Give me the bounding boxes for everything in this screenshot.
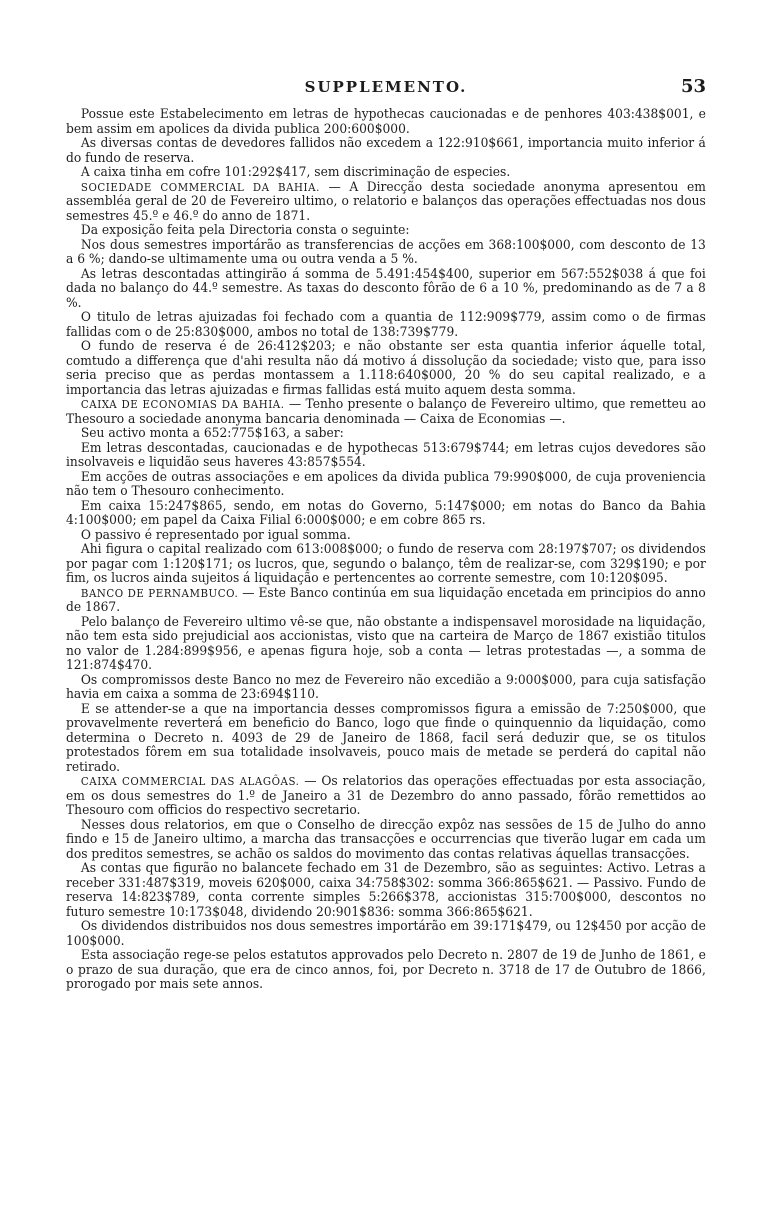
paragraph [66, 268, 706, 312]
paragraph [66, 442, 706, 471]
paragraph [66, 340, 706, 398]
paragraph-text: Os dividendos distribuidos nos dous semestres importárão em 39:171$479, ou 12$450 por acção de 100$000. [66, 919, 706, 949]
paragraph [66, 775, 706, 819]
paragraph [66, 587, 706, 616]
paragraph-text: O titulo de letras ajuizadas foi fechado com a quantia de 112:909$779, assim como o de firmas fallidas com o de 25:830$000, ambos no total de 138:739$779. [66, 310, 706, 340]
page-header [66, 74, 706, 108]
paragraph [66, 224, 706, 239]
paragraph [66, 500, 706, 529]
paragraph [66, 181, 706, 225]
section-heading: CAIXA COMMERCIAL DAS ALAGÔAS. [80, 775, 300, 788]
paragraph-text: Seu activo monta a 652:775$163, a saber: [80, 426, 344, 441]
paragraph-text: A caixa tinha em cofre 101:292$417, sem discriminação de especies. [80, 165, 511, 180]
paragraph [66, 529, 706, 544]
paragraph [66, 949, 706, 993]
paragraph-text: As contas que figurão no balancete fechado em 31 de Dezembro, são as seguintes: Activo. Letras a receber 331:487$319, moveis 620$000, caixa 34:758$302: somma 366:865$621. — Passivo. Fundo de reserva 14:823$789, conta corrente simples 5:266$378, accionistas 315:700$000, descontos no futuro semestre 10:173$048, dividendo 20:901$836: somma 366:865$621. [66, 861, 706, 920]
paragraph [66, 616, 706, 674]
section-heading: CAIXA DE ECONOMIAS DA BAHIA. [80, 398, 285, 411]
paragraph-text: — A Direcção desta sociedade anonyma apresentou em assembléa geral de 20 de Fevereiro ultimo, o relatorio e balanços das operações effectuadas nos dous semestres 45.º e 46.º do anno de 1871. [66, 179, 706, 224]
paragraph-text: Possue este Estabelecimento em letras de hypothecas caucionadas e de penhores 403:438$001, e bem assim em apolices da divida publica 200:600$000. [66, 107, 706, 137]
body-text [66, 108, 706, 993]
paragraph [66, 471, 706, 500]
paragraph-text: Em acções de outras associações e em apolices da divida publica 79:990$000, de cuja proveniencia não tem o Thesouro conhecimento. [66, 469, 706, 499]
paragraph [66, 108, 706, 137]
running-title: SUPPLEMENTO. [304, 78, 468, 96]
paragraph-text: Os compromissos deste Banco no mez de Fevereiro não excedião a 9:000$000, para cuja satisfação havia em caixa a somma de 23:694$110. [66, 672, 706, 702]
paragraph [66, 674, 706, 703]
paragraph [66, 862, 706, 920]
section-heading: BANCO DE PERNAMBUCO. [80, 586, 239, 600]
paragraph [66, 920, 706, 949]
paragraph-text: — Tenho presente o balanço de Fevereiro ultimo, que remetteu ao Thesouro a sociedade anonyma bancaria denominada — Caixa de Economias —. [66, 397, 706, 427]
paragraph-text: Em letras descontadas, caucionadas e de hypothecas 513:679$744; em letras cujos devedores são insolvaveis e liquidão seus haveres 43:857$554. [66, 440, 706, 470]
paragraph-text: — Este Banco continúa em sua liquidação encetada em principios do anno de 1867. [66, 585, 706, 615]
paragraph-text: As diversas contas de devedores fallidos não excedem a 122:910$661, importancia muito inferior á do fundo de reserva. [66, 136, 706, 166]
paragraph-text: O passivo é representado por igual somma. [80, 527, 351, 543]
paragraph-text: Da exposição feita pela Directoria consta o seguinte: [80, 223, 410, 238]
paragraph-text: E se attender-se a que na importancia desses compromissos figura a emissão de 7:250$000, que provavelmente reverterá em beneficio do Banco, logo que finde o quinquennio da liquidação, como determina o Decreto n. 4093 de 29 de Janeiro de 1868, facil será deduzir que, se os titulos protestados fôrem em sua totalidade insolvaveis, pouco mais de metade se perderá do capital não retirado. [66, 701, 706, 775]
paragraph [66, 819, 706, 863]
paragraph [66, 166, 706, 181]
paragraph-text: — Os relatorios das operações effectuadas por esta associação, em os dous semestres do 1.º de Janeiro a 31 de Dezembro do anno passado, fôrão remettidos ao Thesouro com officios do respectivo secretario. [66, 774, 706, 818]
paragraph-text: Ahi figura o capital realizado com 613:008$000; o fundo de reserva com 28:197$707; os dividendos por pagar com 1:120$171; os lucros, que, segundo o balanço, têm de realizar-se, com 329$190; e por fim, os lucros ainda sujeitos á liquidação e pertencentes ao corrente semestre, com 10:120$095. [66, 542, 706, 586]
paragraph-text: Nesses dous relatorios, em que o Conselho de direcção expôz nas sessões de 15 de Julho do anno findo e 15 de Janeiro ultimo, a marcha das transacções e occurrencias que tiverão lugar em cada um dos preditos semestres, se achão os saldos do movimento das contas relativas áquellas transacções. [66, 817, 706, 862]
paragraph-text: Nos dous semestres importárão as transferencias de acções em 368:100$000, com desconto de 13 a 6 %; dando-se ultimamente uma ou outra venda a 5 %. [66, 237, 706, 267]
page-number: 53 [680, 76, 706, 97]
paragraph [66, 427, 706, 442]
paragraph-text: O fundo de reserva é de 26:412$203; e não obstante ser esta quantia inferior áquelle total, comtudo a differença que d'ahi resulta não dá motivo á dissolução da sociedade; visto que, para isso seria preciso que as perdas montassem a 1.118:640$000, 20 % do seu capital realizado, e a importancia das letras ajuizadas e firmas fallidas está muito aquem desta somma. [66, 339, 706, 398]
section-heading: SOCIEDADE COMMERCIAL DA BAHIA. [80, 180, 320, 194]
paragraph [66, 543, 706, 587]
paragraph-text: Esta associação rege-se pelos estatutos approvados pelo Decreto n. 2807 de 19 de Junho de 1861, e o prazo de sua duração, que era de cinco annos, foi, por Decreto n. 3718 de 17 de Outubro de 1866, prorogado por mais sete annos. [66, 948, 706, 992]
paragraph [66, 137, 706, 166]
paragraph [66, 311, 706, 340]
paragraph-text: Em caixa 15:247$865, sendo, em notas do Governo, 5:147$000; em notas do Banco da Bahia 4:100$000; em papel da Caixa Filial 6:000$000; e em cobre 865 rs. [66, 498, 706, 528]
paragraph-text: Pelo balanço de Fevereiro ultimo vê-se que, não obstante a indispensavel morosidade na liquidação, não tem esta sido prejudicial aos accionistas, visto que na carteira de Março de 1867 existião titulos no valor de 1.284:899$956, e apenas figura hoje, sob a conta — letras protestadas —, a somma de 121:874$470. [66, 614, 706, 673]
paragraph [66, 239, 706, 268]
paragraph [66, 703, 706, 776]
paragraph [66, 398, 706, 427]
paragraph-text: As letras descontadas attingirão á somma de 5.491:454$400, superior em 567:552$038 á que foi dada no balanço do 44.º semestre. As taxas do desconto fôrão de 6 a 10 %, predominando as de 7 a 8 %. [66, 266, 706, 311]
